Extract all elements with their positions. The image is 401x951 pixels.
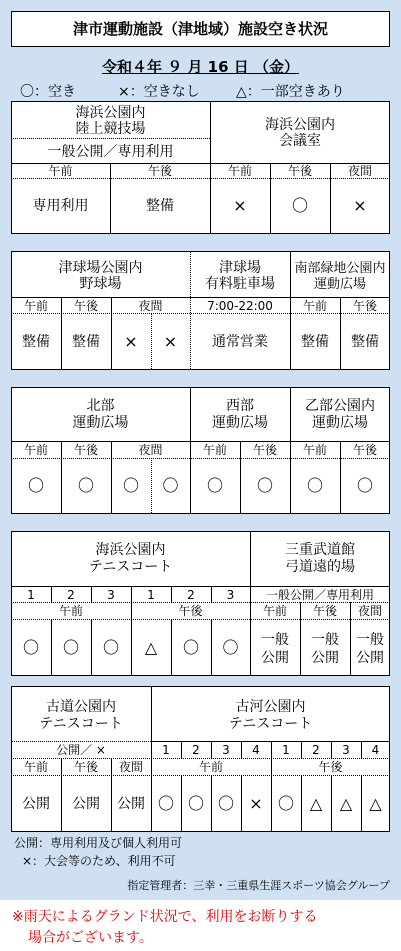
time-header: 午前	[58, 604, 83, 618]
status-cell: △	[144, 638, 158, 657]
venue-name: 会議室	[279, 133, 321, 149]
venue-name: 海浜公園内	[75, 105, 146, 121]
venue-name: 西部	[226, 398, 254, 414]
venue-name: 運動広場	[212, 415, 268, 431]
court-number: 2	[192, 743, 200, 757]
report-date: 令和４年 ９ 月 16 日 （金）	[102, 58, 299, 76]
status-cell: △	[309, 794, 323, 813]
time-header: 午後	[312, 604, 337, 618]
status-cell: 整備	[146, 198, 174, 214]
status-cell: 公開	[311, 650, 339, 666]
court-number: 4	[252, 743, 260, 757]
time-header: 午前	[198, 760, 223, 774]
venue-name: 津球場公園内	[58, 260, 143, 276]
time-header: 午後	[73, 443, 98, 457]
status-cell: 整備	[301, 334, 329, 350]
status-cell: ×	[124, 332, 138, 351]
status-cell: 〇	[77, 476, 94, 495]
time-header: 午後	[252, 443, 277, 457]
venue-name: 古河公園内	[235, 699, 306, 715]
venue-name: 南部緑地公園内	[294, 261, 386, 276]
status-cell: 〇	[217, 794, 234, 813]
venue-name: 運動広場	[72, 415, 129, 431]
status-cell: 〇	[62, 638, 79, 657]
status-cell: 一般	[261, 632, 289, 648]
status-cell: 〇	[182, 638, 199, 657]
footnote: 公開：専用利用及び個人利用可	[14, 836, 183, 850]
time-header: 午前	[23, 443, 48, 457]
venue-name: テニスコート	[39, 716, 123, 732]
manager-credit: 指定管理者：三幸・三重県生涯スポーツ協会グループ	[127, 879, 390, 892]
time-header: 午後	[73, 760, 98, 774]
status-cell: 公開	[22, 796, 50, 812]
venue-name: 乙部公園内	[305, 398, 375, 414]
status-cell: 整備	[72, 334, 100, 350]
status-cell: 公開	[261, 650, 289, 666]
legend-unavailable: ×：空きなし	[118, 84, 200, 100]
status-cell: ×	[163, 332, 178, 351]
status-cell: 〇	[206, 476, 223, 495]
court-number: 2	[312, 743, 320, 757]
venue-name: 北部	[86, 398, 115, 414]
venue-name: テニスコート	[88, 559, 173, 575]
time-header: 午前	[23, 299, 48, 313]
status-cell: 公開	[117, 796, 145, 812]
status-cell: 一般	[311, 632, 339, 648]
court-number: 2	[67, 588, 75, 602]
venue-name: 古道公園内	[46, 699, 116, 715]
court-number: 1	[147, 588, 155, 602]
status-cell: 〇	[187, 794, 204, 813]
status-cell: 〇	[157, 794, 174, 813]
court-number: 1	[27, 588, 35, 602]
usage-type: 一般公開／専用利用	[265, 588, 374, 602]
footnote: ×：大会等のため、利用不可	[22, 854, 176, 868]
court-number: 1	[282, 743, 290, 757]
status-cell: 〇	[122, 476, 139, 495]
venue-name: 海浜公園内	[95, 542, 166, 558]
status-cell: 〇	[222, 638, 239, 657]
time-header: 午後	[287, 164, 312, 178]
court-number: 3	[107, 588, 115, 602]
time-header: 7:00-22:00	[207, 299, 273, 313]
status-cell: 〇	[356, 476, 373, 495]
venue-name: 運動広場	[312, 415, 368, 431]
time-header: 夜間	[347, 164, 372, 178]
status-cell: 〇	[22, 638, 39, 657]
time-header: 午後	[318, 760, 343, 774]
status-cell: 〇	[27, 476, 44, 495]
status-cell: 公開	[72, 796, 100, 812]
status-cell: 〇	[306, 476, 323, 495]
venue-name: 有料駐車場	[205, 276, 275, 292]
rain-note: ※雨天によるグランド状況で、利用をお断りする	[12, 909, 318, 925]
time-header: 夜間	[138, 299, 163, 313]
time-header: 午前	[227, 164, 252, 178]
time-header: 午前	[262, 604, 287, 618]
page-title: 津市運動施設（津地域）施設空き状況	[72, 20, 328, 38]
status-cell: 〇	[256, 476, 273, 495]
time-header: 午後	[352, 299, 377, 313]
time-header: 午前	[48, 164, 73, 178]
status-cell: 整備	[351, 334, 379, 350]
court-number: 2	[187, 588, 195, 602]
status-cell: 〇	[102, 638, 119, 657]
court-number: 3	[222, 743, 230, 757]
time-header: 午前	[302, 443, 327, 457]
status-cell: 整備	[22, 334, 50, 350]
venue-name: 三重武道館	[285, 542, 355, 558]
court-number: 1	[162, 743, 170, 757]
status-cell: 公開	[356, 650, 384, 666]
time-header: 午後	[178, 604, 203, 618]
status-cell: 通常営業	[212, 334, 268, 350]
court-number: 3	[226, 588, 235, 602]
venue-name: 津球場	[219, 260, 261, 276]
venue-name: テニスコート	[228, 716, 313, 732]
time-header: 午後	[147, 164, 172, 178]
time-header: 夜間	[138, 443, 163, 457]
time-header: 午前	[202, 443, 227, 457]
status-cell: 一般	[356, 632, 384, 648]
time-header: 夜間	[357, 604, 382, 618]
usage-type: 一般公開／専用利用	[47, 144, 174, 160]
time-header: 午後	[73, 299, 98, 313]
court-number: 4	[371, 743, 380, 757]
court-number: 3	[342, 743, 350, 757]
venue-name: 野球場	[79, 276, 122, 292]
venue-name: 海浜公園内	[265, 117, 335, 133]
status-cell: 〇	[291, 196, 308, 215]
venue-name: 運動広場	[313, 277, 366, 292]
rain-note: 場合がございます。	[28, 930, 153, 946]
status-cell: ×	[249, 794, 263, 813]
legend-available: 〇：空き	[20, 84, 76, 100]
usage-type: 公開／ ×	[56, 743, 106, 757]
status-cell: 〇	[277, 794, 294, 813]
time-header: 午前	[302, 299, 327, 313]
time-header: 午後	[352, 443, 377, 457]
status-cell: ×	[233, 196, 247, 215]
status-cell: 専用利用	[32, 198, 89, 214]
time-header: 夜間	[118, 760, 143, 774]
status-cell: ×	[353, 196, 367, 215]
venue-name: 陸上競技場	[75, 121, 146, 137]
legend-partial: △：一部空きあり	[236, 84, 345, 100]
time-header: 午前	[23, 760, 48, 774]
venue-name: 弓道遠的場	[285, 559, 355, 575]
status-cell: △	[339, 794, 353, 813]
status-cell: △	[369, 794, 382, 813]
status-cell: 〇	[162, 476, 179, 495]
